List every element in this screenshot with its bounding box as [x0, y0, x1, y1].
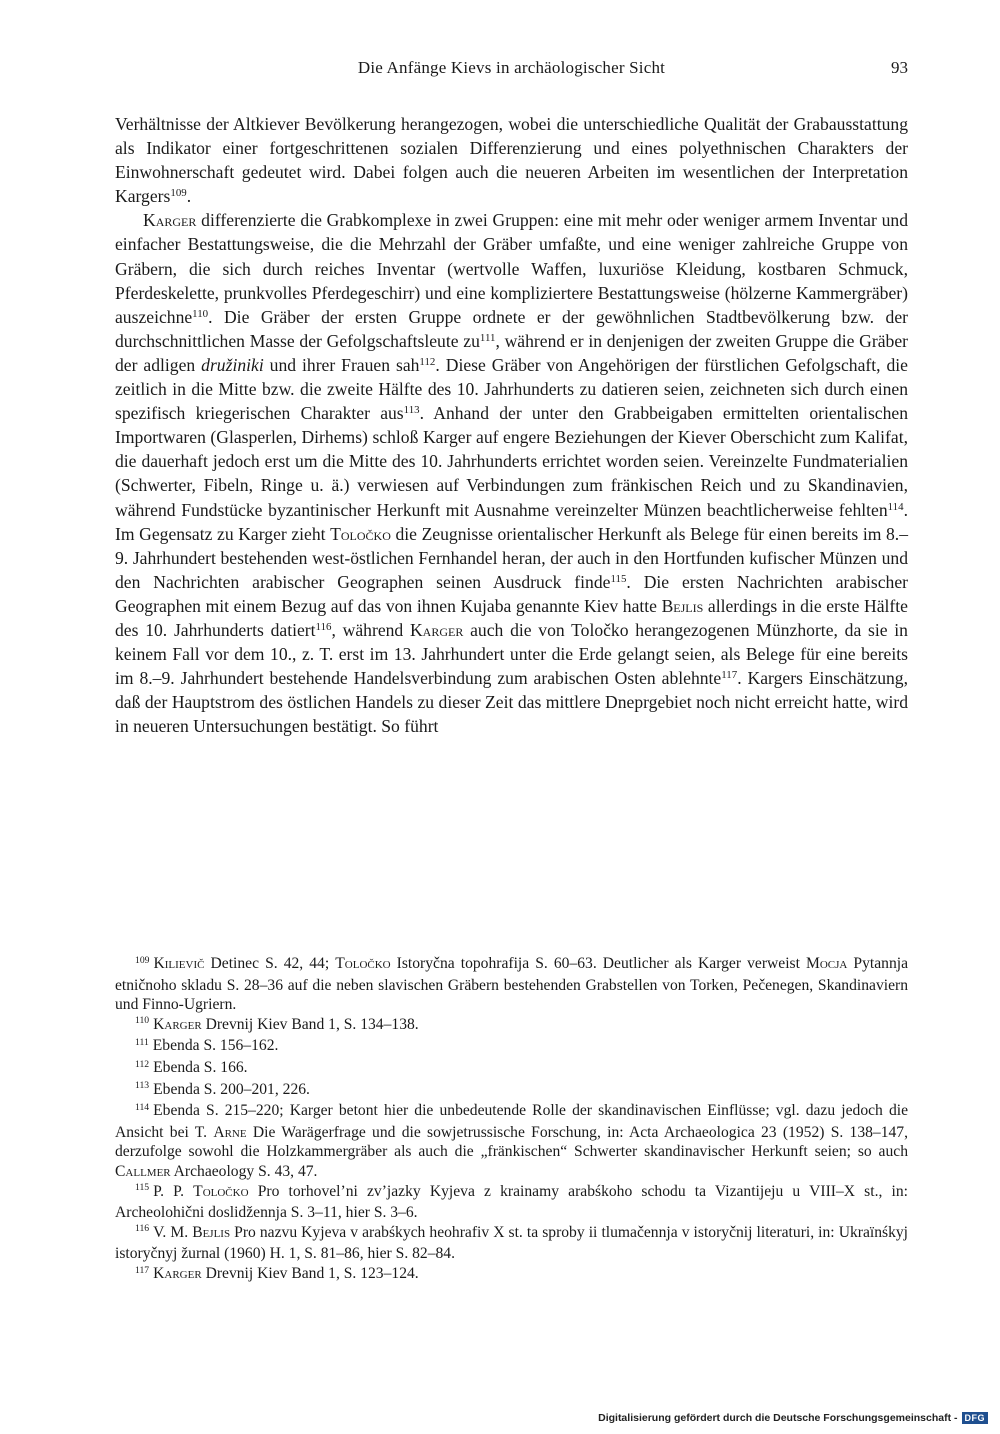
text-run: Pytannja etničnoho skladu S. 28–36 auf die neben slavischen Gräbern bestehenden Grabstellen von Torken, Pečenegen, Skandinaviern und Finno-Ugriern. — [115, 955, 909, 1014]
text-run: , während — [331, 619, 410, 640]
text-run: V. M. — [153, 1223, 193, 1241]
text-run: und ihrer Frauen sah — [263, 354, 420, 375]
italic-term: družiniki — [201, 354, 264, 375]
footnote-109 — [115, 954, 908, 1015]
paragraph-1 — [115, 112, 908, 208]
footnote-ref: 116 — [315, 620, 332, 633]
author-name: Toločko — [330, 523, 391, 544]
author-name: Toločko — [193, 1182, 249, 1200]
text-run: differenzierte die Grabkomplexe in zwei Gruppen: eine mit mehr oder weniger armem Inventar und einfacher Bestattungsweise, die die Mehrzahl der Gräber umfaßte, und eine weniger zahlreiche Gruppe von Gräbern, die sich durch reiches Inventar (wertvolle Waffen, luxuriöse Kleidung, kostbaren Schmuck, Pferdeskelette, prunkvolles Pferdegeschirr) und eine kompliziertere Bestattungsweise (hölzerne Kammergräber) auszeichne — [115, 210, 908, 327]
footnote-ref: 110 — [192, 307, 209, 320]
text-run: Verhältnisse der Altkiever Bevölkerung herangezogen, wobei die unterschiedliche Qualität der Grabausstattung als Indikator einer fortgeschrittenen sozialen Differenzierung und eines polyethnischen Charakters der Einwohnerschaft gedeutet wird. Dabei folgen auch die neueren Arbeiten im wesentlichen der Interpretation Kargers — [115, 114, 908, 207]
footnote-111 — [115, 1036, 908, 1058]
text-run: . — [186, 186, 192, 207]
text-run: allerdings in die erste Hälfte des 10. Jahrhunderts datiert — [115, 595, 908, 640]
paragraph-2 — [115, 208, 908, 738]
footnote-112 — [115, 1058, 908, 1080]
footnote-ref: 109 — [170, 187, 187, 200]
text-run: Die Warägerfrage und die sowjetrussische Forschung, in: Acta Archaeologica 23 (1952) S. 138–147, derzufolge sowohl die Holzkammergräber als auch die „fränkischen“ Schwerter skandinavischer Herkunft seien; so auch — [115, 1123, 908, 1161]
text-run: . Anhand der unter den Grabbeigaben ermittelten orientalischen Importwaren (Glasperlen, Dirhems) schloß Karger auf engere Beziehungen der Kiever Oberschicht zum Kalifat, die dauerhaft jedoch erst um die Mitte des 10. Jahrhunderts errichtet worden seien. Vereinzelte Fundmaterialien (Schwerter, Fibeln, Ringe u. ä.) verwiesen auf Verbindungen zum fränkischen Reich und zu Skandinavien, während Fundstücke byzantinischer Herkunft mit Ausnahme vereinzelter Münzen beachtlicherweise fehlten — [115, 403, 909, 520]
text-run: die Zeugnisse orientalischer Herkunft als Belege für einen bereits im 8.–9. Jahrhundert bestehenden west-östlichen Fernhandel heran, der auch in den Hortfunden kufischer Münzen und den Nachrichten arabischer Geographen seinen Ausdruck finde — [115, 523, 909, 592]
text-run: Ebenda S. 156–162. — [152, 1037, 279, 1055]
author-name: Karger — [143, 210, 197, 231]
footnote-114 — [115, 1101, 908, 1181]
text-run: . Die ersten Nachrichten arabischer Geographen mit einem Bezug auf das von ihnen Kujaba genannte Kiev hatte — [115, 571, 908, 616]
text-run: Pro nazvu Kyjeva v arabśkych heohrafiv X st. ta sproby ii tlumačennja v istoryčnij literaturi, in: Ukraïnśkyj istoryčnyj žurnal (1960) H. 1, S. 81–86, hier S. 82–84. — [115, 1223, 908, 1263]
footnote-116 — [115, 1223, 908, 1264]
text-run: Drevnij Kiev Band 1, S. 123–124. — [201, 1264, 419, 1282]
footnote-number: 114 — [135, 1101, 150, 1113]
footnote-ref: 114 — [887, 500, 904, 513]
text-run: Ebenda S. 200–201, 226. — [153, 1080, 310, 1098]
footnote-117 — [115, 1264, 908, 1286]
footnote-ref: 117 — [721, 669, 738, 682]
footnote-number: 115 — [135, 1182, 150, 1194]
credit-text: Digitalisierung gefördert durch die Deutsche Forschungsgemeinschaft - — [598, 1412, 958, 1424]
author-name: Karger — [153, 1264, 202, 1282]
footnote-110 — [115, 1015, 908, 1037]
text-run: Detinec S. 42, 44; — [204, 955, 336, 972]
author-name: Mocja — [806, 955, 848, 972]
author-name: Toločko — [335, 955, 391, 972]
text-run: . Im Gegensatz zu Karger zieht — [115, 499, 908, 544]
page-number: 93 — [891, 58, 908, 77]
dfg-logo-icon: DFG — [962, 1412, 989, 1424]
text-run: . Die Gräber der ersten Gruppe ordnete er der gewöhnlichen Stadtbevölkerung bzw. der durchschnittlichen Masse der Gefolgschaftsleute zu — [115, 306, 908, 351]
text-run: auch die von Toločko herangezogenen Münzhorte, da sie in keinem Fall vor dem 10., z. T. erst im 13. Jahrhundert unter die Erde gelangt seien, als Belege für eine bereits im 8.–9. Jahrhundert bestehende Handelsverbindung zum arabischen Osten ablehnte — [115, 619, 908, 689]
author-name: Kilievič — [153, 955, 205, 972]
footnote-number: 109 — [135, 954, 150, 966]
text-run: , während er in denjenigen der zweiten Gruppe die Gräber der adligen — [115, 330, 908, 375]
text-run: Istoryčna topohrafija S. 60–63. Deutlicher als Karger verweist — [390, 955, 806, 972]
text-run: P. P. — [153, 1182, 194, 1200]
text-run: Drevnij Kiev Band 1, S. 134–138. — [201, 1015, 419, 1033]
text-run: Ebenda S. 215–220; Karger betont hier die unbedeutende Rolle der skandinavischen Einflüsse; vgl. dazu jedoch die Ansicht bei T. — [115, 1102, 908, 1141]
footnote-ref: 111 — [479, 331, 496, 344]
digitization-credit — [598, 1412, 988, 1424]
footnote-number: 112 — [135, 1058, 150, 1070]
text-run: . Diese Gräber von Angehörigen der fürstlichen Gefolgschaft, die zeitlich in die Mitte bzw. die zweite Hälfte des 10. Jahrhunderts zu datieren seien, zeichneten sich durch einen spezifisch kriegerischen Charakter aus — [115, 354, 908, 424]
footnotes — [115, 954, 908, 1286]
footnote-113 — [115, 1080, 908, 1102]
footnote-number: 113 — [135, 1080, 150, 1092]
footnote-ref: 112 — [419, 355, 436, 368]
footnote-ref: 113 — [403, 404, 420, 417]
text-run: Archaeology S. 43, 47. — [170, 1162, 318, 1180]
body-text — [115, 112, 908, 738]
author-name: Callmer — [115, 1162, 171, 1180]
running-title: Die Anfänge Kievs in archäologischer Sicht — [357, 58, 666, 77]
author-name: Karger — [153, 1015, 202, 1033]
footnote-ref: 115 — [610, 572, 627, 585]
footnote-number: 117 — [135, 1264, 150, 1276]
author-name: Karger — [409, 619, 464, 640]
footnote-number: 111 — [135, 1037, 149, 1049]
text-run: . Kargers Einschätzung, daß der Hauptstrom des östlichen Handels zu dieser Zeit das mittlere Dneprgebiet noch nicht erreicht hatte, wird in neueren Untersuchungen bestätigt. So führt — [115, 668, 908, 737]
footnote-number: 110 — [135, 1015, 150, 1027]
author-name: Arne — [213, 1123, 247, 1141]
author-name: Bejlis — [661, 595, 704, 616]
text-run: Pro torhovel’ni zv’jazky Kyjeva z krainamy arabśkoho schodu ta Vizantijeju u VIII–X st., in: Archeolohični doslidžennja S. 3–11, hier S. 3–6. — [115, 1182, 909, 1222]
text-run: Ebenda S. 166. — [153, 1058, 248, 1076]
author-name: Bejlis — [192, 1223, 231, 1241]
page-header — [115, 58, 908, 82]
footnote-number: 116 — [135, 1223, 150, 1235]
footnote-115 — [115, 1182, 908, 1223]
